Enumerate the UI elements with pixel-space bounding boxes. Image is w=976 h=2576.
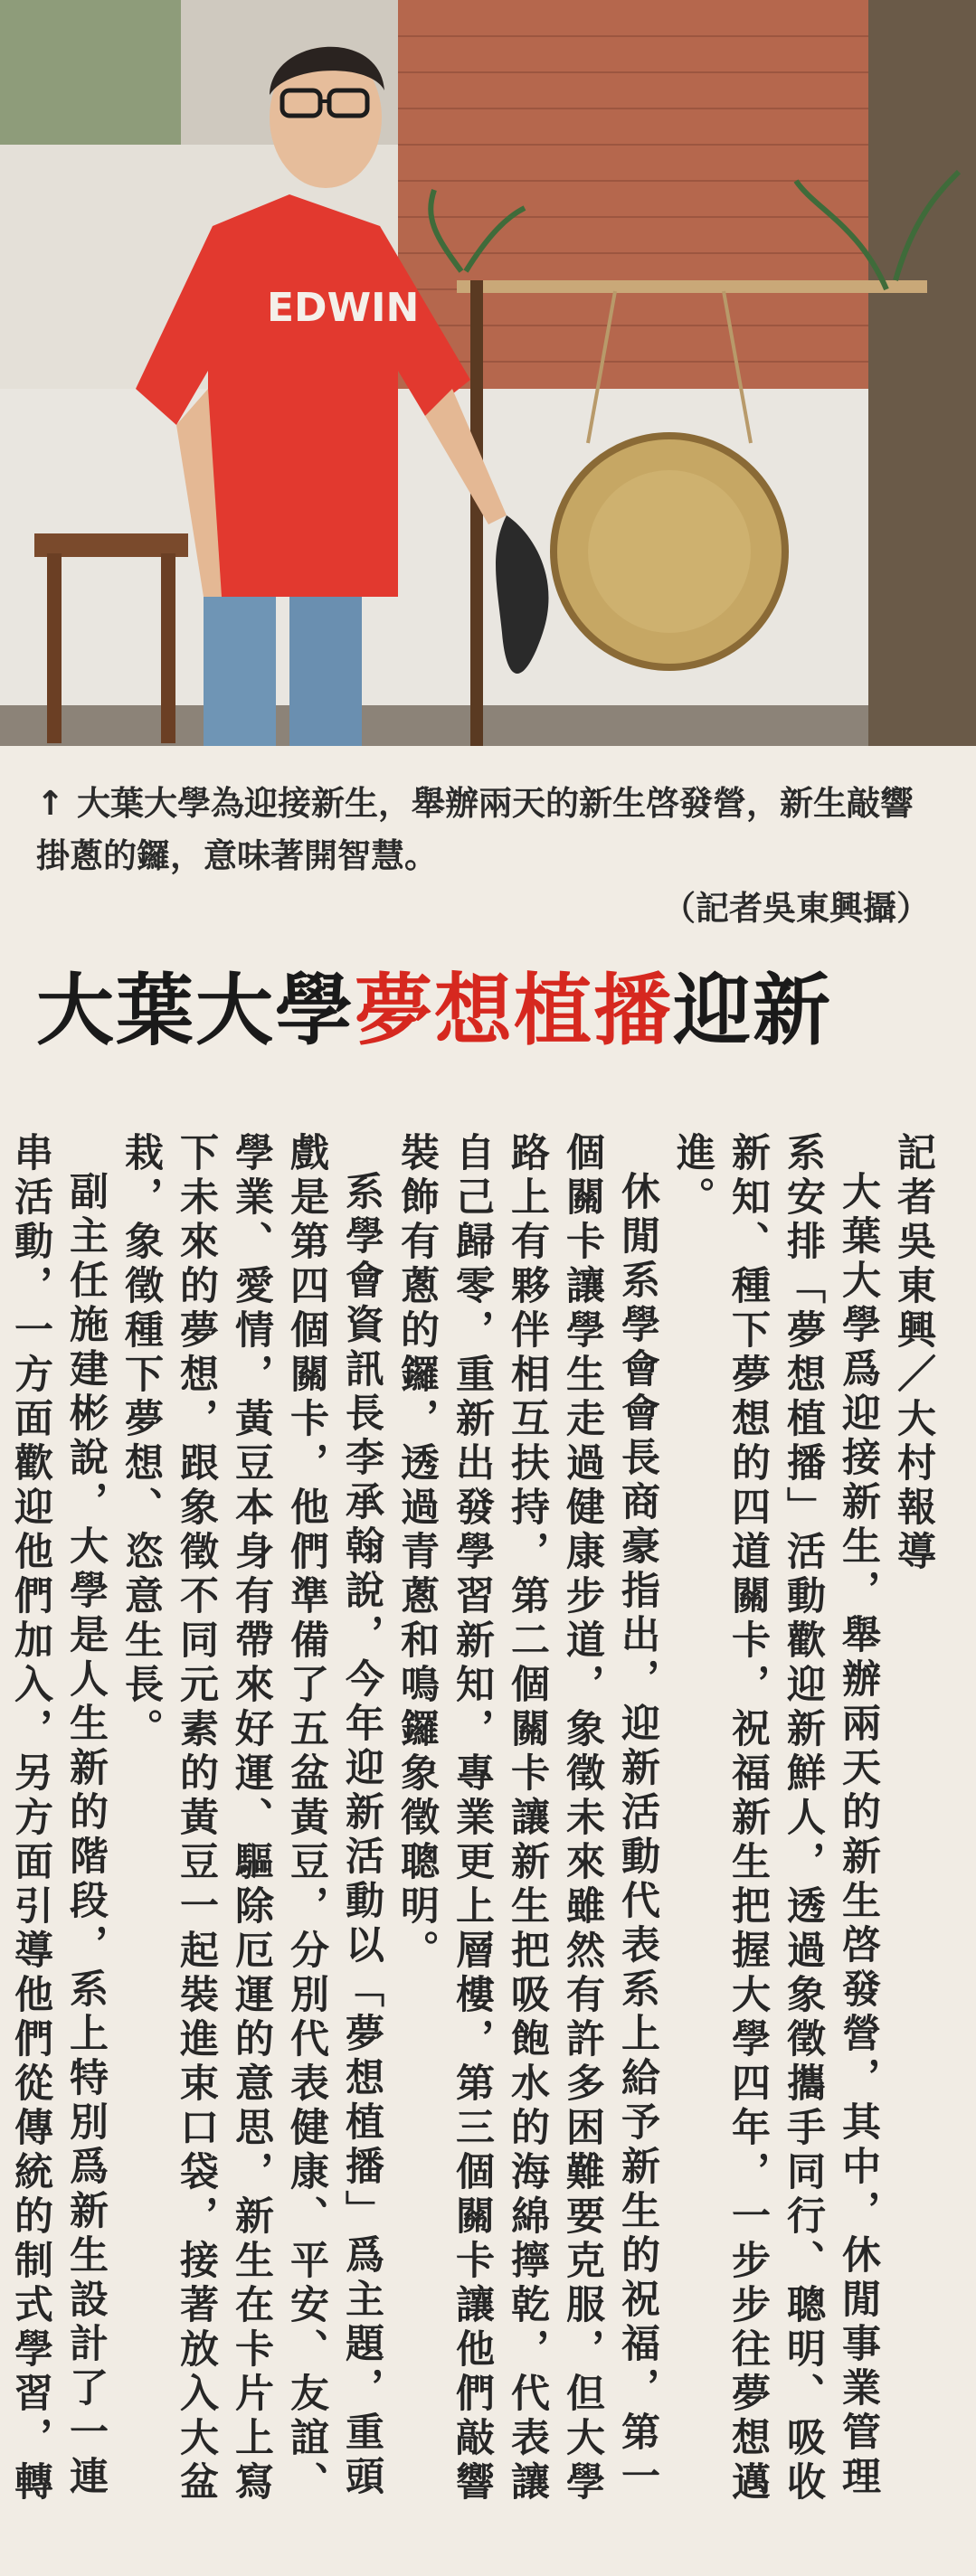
photo-credit: （記者吳東興攝） — [662, 889, 930, 928]
shirt-logo: EDWIN — [267, 285, 420, 331]
caption-text: 大葉大學為迎接新生，舉辦兩天的新生啓發營，新生敲響掛蔥的鑼，意味著開智慧。 — [36, 784, 914, 875]
headline-part-3: 迎新 — [673, 966, 832, 1056]
article-paragraph: 休閒系學會會長商豪指出，迎新活動代表系上給予新生的祝福，第一個關卡讓學生走過健康步道，象徵未來雖然有許多困難要克服，但大學路上有夥伴相互扶持，第二個關卡讓新生把吸飽水的海綿擰乾，代表讓自己歸零，重新出發學習新知，專業更上層樓，第三個關卡讓他們敲響裝飾有蔥的鑼，透過青蔥和鳴鑼象徵聰明。 — [394, 1132, 660, 2505]
news-photo — [0, 0, 976, 746]
photo-illustration — [0, 0, 976, 746]
up-arrow-icon: ↑ — [36, 784, 65, 823]
headline-part-2-highlight: 夢想植播 — [355, 966, 673, 1056]
photo-caption — [36, 778, 941, 935]
article-paragraph: 大葉大學爲迎接新生，舉辦兩天的新生啓發營，其中，休閒事業管理系安排「夢想植播」活動歡迎新鮮人，透過象徵攜手同行、聰明、吸收新知、種下夢想的四道關卡，祝福新生把握大學四年，一步步往夢想邁進。 — [670, 1132, 881, 2505]
headline-part-1: 大葉大學 — [36, 966, 355, 1056]
article-paragraph: 副主任施建彬說，大學是人生新的階段，系上特別爲新生設計了一連串活動，一方面歡迎他們加入，另方面引導他們從傳統的制式學習，轉 — [8, 1132, 109, 2505]
article-paragraph: 系學會資訊長李承翰說，今年迎新活動以「夢想植播」爲主題，重頭戲是第四個關卡，他們準備了五盆黃豆，分別代表健康、平安、友誼、學業、愛情，黃豆本身有帶來好運、驅除厄運的意思，新生在卡片上寫下未來的夢想，跟象徵不同元素的黃豆一起裝進束口袋，接著放入大盆栽，象徵種下夢想、恣意生長。 — [118, 1132, 384, 2505]
article-body — [8, 1132, 946, 2543]
headline — [36, 957, 950, 1065]
article-byline: 記者吳東興／大村報導 — [891, 1132, 936, 1575]
